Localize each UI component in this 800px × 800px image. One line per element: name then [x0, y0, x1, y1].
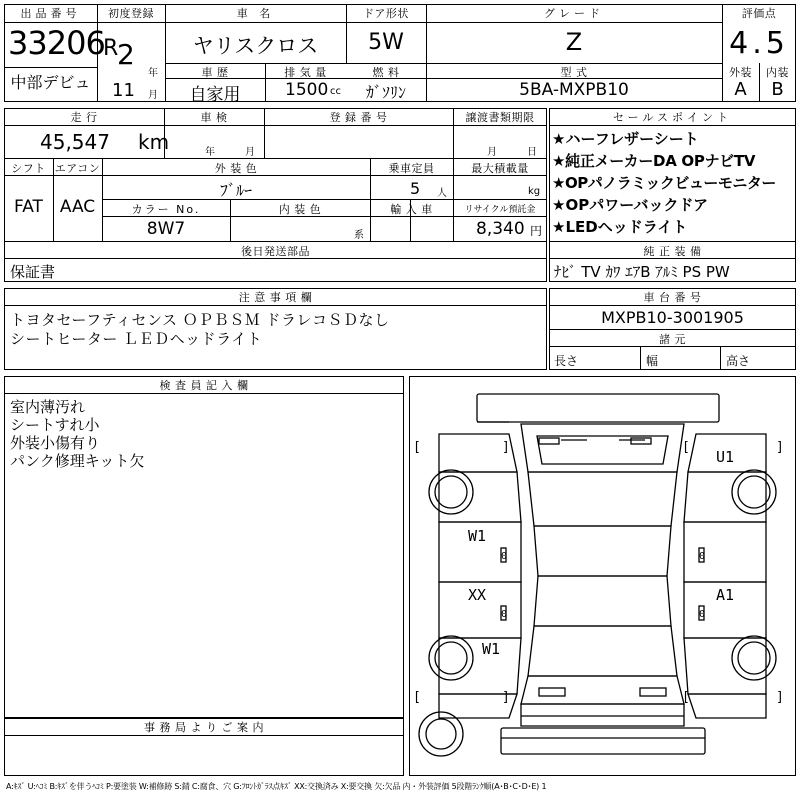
ext-color-label: 外 装 色: [214, 162, 258, 175]
inspector-line: 外装小傷有り: [10, 434, 101, 452]
exterior-score: A: [734, 79, 747, 100]
year-unit: 年: [148, 68, 158, 79]
recycle-value: 8,340: [476, 219, 525, 239]
displacement-label: 排 気 量: [284, 66, 327, 79]
capacity-label: 乗車定員: [388, 162, 435, 175]
fuel-value: ｶﾞｿﾘﾝ: [365, 83, 406, 102]
lot-no-label: 出品番号: [20, 7, 81, 20]
lot-no: 33206: [8, 24, 105, 62]
sales-item: ★OPパワーバックドア: [552, 196, 708, 214]
sales-label: セールスポイント: [612, 111, 732, 124]
mileage-value: 45,547: [40, 130, 110, 154]
history-value: 自家用: [189, 85, 241, 105]
equipment-value: ﾅﾋﾞ TV ｶﾜ ｴｱB ｱﾙﾐ PS PW: [554, 263, 730, 281]
later-parts-value: 保証書: [10, 263, 56, 281]
later-parts-label: 後日発送部品: [241, 245, 310, 258]
model-label: 型 式: [560, 66, 588, 79]
mark-bracket-tl-close: ]: [502, 440, 510, 455]
ac-value: AAC: [59, 197, 96, 217]
mark-bracket-tr-close: ]: [776, 440, 784, 455]
inspector-line: 室内薄汚れ: [10, 398, 86, 416]
interior-score-label: 内装: [766, 66, 789, 79]
mark-zero: 0: [501, 551, 508, 562]
sales-item: ★OPパノラミックビューモニター: [552, 174, 776, 192]
mark-bracket-br: [: [682, 690, 690, 705]
shift-label: シフト: [11, 162, 46, 175]
mileage-unit: km: [138, 130, 170, 154]
equipment-label: 純 正 装 備: [643, 245, 702, 258]
specs-label: 諸 元: [659, 333, 686, 346]
mark-bracket-tr: [: [682, 440, 690, 455]
door-value: 5W: [368, 30, 404, 55]
recycle-label: リサイクル預託金: [464, 205, 536, 215]
exterior-score-label: 外装: [729, 66, 752, 79]
length-label: 長さ: [554, 354, 579, 368]
inspector-line: シートすれ小: [10, 416, 100, 434]
mark-bracket-br-close: ]: [776, 690, 784, 705]
color-no-value: 8W7: [146, 219, 186, 239]
ext-color-value: ﾌﾞﾙｰ: [219, 181, 252, 200]
recycle-unit: 円: [530, 224, 543, 238]
first-reg-label: 初度登録: [108, 7, 154, 20]
shift-value: FAT: [14, 197, 43, 217]
inspection-label: 車 検: [200, 111, 228, 124]
car-diagram: [409, 376, 796, 776]
mark-bracket-tl: [: [413, 440, 421, 455]
notes-line: トヨタセーフティセンス ＯＰＢＳＭ ドラレコＳＤなし: [10, 311, 390, 329]
month-unit: 月: [148, 90, 158, 101]
car-name: ヤリスクロス: [192, 34, 319, 58]
notes-label: 注 意 事 項 欄: [238, 291, 313, 304]
mark-bracket-bl-close: ]: [502, 690, 510, 705]
inspector-label: 検 査 員 記 入 欄: [159, 379, 249, 392]
mark-a1: A1: [716, 586, 735, 604]
office-label: 事 務 局 よ り ご 案 内: [144, 721, 264, 734]
height-label: 高さ: [726, 354, 751, 368]
score-label: 評価点: [741, 7, 777, 20]
import-label: 輸 入 車: [390, 203, 433, 216]
month-num: 11: [112, 80, 135, 101]
interior-score: B: [771, 79, 784, 100]
fuel-label: 燃 料: [372, 66, 400, 79]
max-load-label: 最大積載量: [471, 162, 529, 175]
sales-item: ★ハーフレザーシート: [552, 130, 699, 148]
mark-xx: XX: [468, 586, 487, 604]
sales-item: ★純正メーカーDA OPナビTV: [552, 152, 756, 170]
int-color-label: 内 装 色: [278, 203, 322, 216]
mark-u1: U1: [716, 448, 735, 466]
notes-line: シートヒーター ＬＥＤヘッドライト: [10, 330, 263, 348]
displacement-value: 1500: [285, 80, 329, 100]
debut-text: 中部デビュ: [10, 73, 91, 92]
score-value: 4.5: [729, 26, 789, 61]
reg-no-label: 登 録 番 号: [329, 111, 388, 124]
car-name-label: 車 名: [236, 7, 275, 20]
mileage-label: 走 行: [70, 111, 98, 124]
chassis-label: 車 台 番 号: [643, 291, 702, 304]
capacity-value: 5: [410, 179, 421, 198]
sales-item: ★LEDヘッドライト: [552, 218, 688, 236]
mark-bracket-bl: [: [413, 690, 421, 705]
mark-zero: 0: [699, 551, 706, 562]
mark-w1-rear: W1: [482, 640, 501, 658]
inspection-month-unit: 月: [245, 147, 255, 158]
displacement-unit: cc: [330, 86, 341, 97]
capacity-unit: 人: [437, 188, 447, 199]
inspection-year-unit: 年: [205, 147, 215, 158]
mark-w1-left: W1: [468, 527, 487, 545]
transfer-label: 譲渡書類期限: [465, 111, 535, 124]
ac-label: エアコン: [54, 162, 101, 175]
transfer-day-unit: 日: [527, 147, 537, 158]
model-value: 5BA-MXPB10: [519, 80, 629, 100]
mark-zero: 0: [501, 609, 508, 620]
width-label: 幅: [646, 354, 659, 368]
inspector-line: パンク修理キット欠: [10, 452, 145, 470]
grade-value: Z: [565, 28, 583, 56]
int-color-unit: 系: [354, 230, 364, 241]
chassis-value: MXPB10-3001905: [601, 308, 744, 327]
door-label: ドア形状: [363, 7, 409, 20]
era: R: [103, 36, 119, 61]
grade-label: グレード: [544, 7, 604, 20]
transfer-month-unit: 月: [487, 147, 497, 158]
legend-text: A:ｷｽﾞ U:ﾍｺﾐ B:ｷｽﾞを伴うﾍｺﾐ P:要塗装 W:補修跡 S:錆 C:腐食、穴 G:ﾌﾛﾝﾄｶﾞﾗｽ点ｷｽﾞ XX:交換済み X:要交換 欠:欠品 内・外装評価 5段階ﾗﾝｸ順(A･B･C･D･E) 1: [6, 782, 547, 791]
history-label: 車 歴: [201, 66, 229, 79]
color-no-label: カラー No.: [131, 203, 201, 216]
max-load-unit: kg: [528, 186, 541, 197]
year-num: 2: [117, 38, 135, 71]
mark-zero: 0: [699, 609, 706, 620]
